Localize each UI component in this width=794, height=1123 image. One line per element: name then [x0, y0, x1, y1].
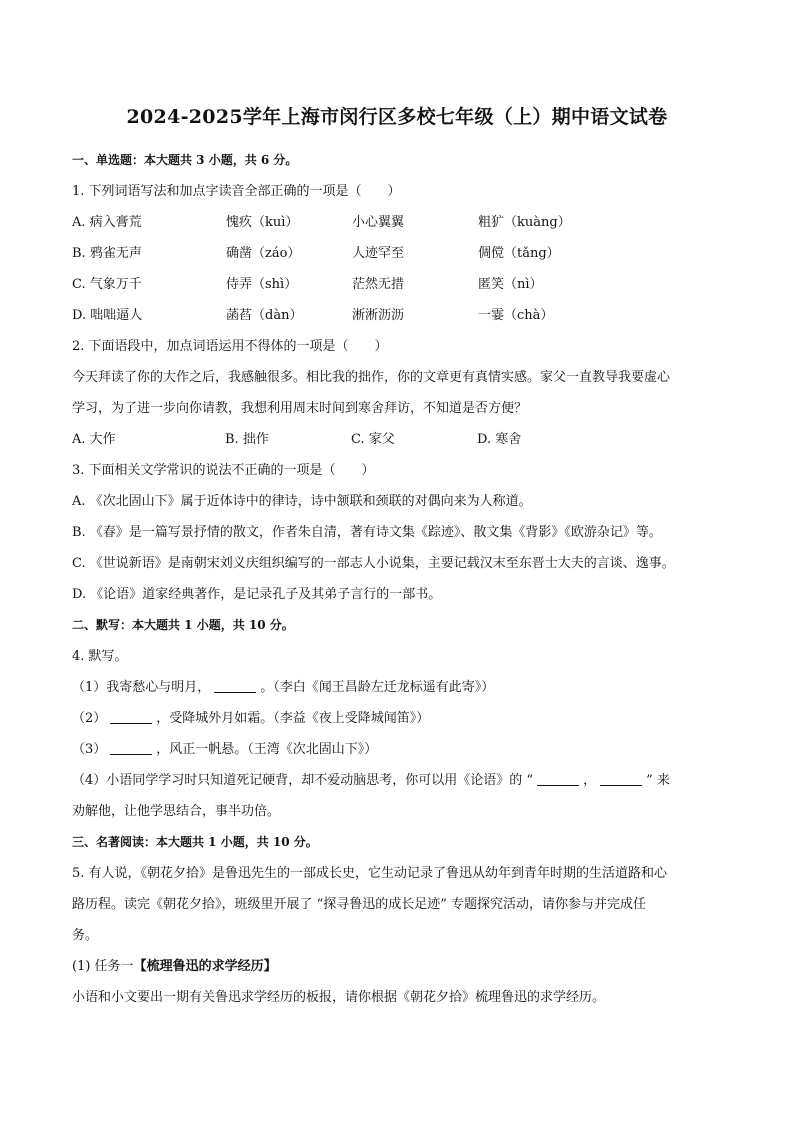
q4-item-1: （1）我寄愁心与明月， 。（李白《闻王昌龄左迁龙标遥有此寄》）: [72, 680, 495, 695]
q1-stem: 1. 下列词语写法和加点字读音全部正确的一项是（ ）: [72, 184, 401, 199]
q5-para-line-2: 路历程。读完《朝花夕拾》，班级里开展了 “探寻鲁迅的成长足迹” 专题探究活动，请你参与并完成任: [72, 897, 647, 912]
answer-blank[interactable]: [110, 709, 152, 724]
section-heading-3: 三、名著阅读：本大题共 1 小题，共 10 分。: [72, 835, 318, 849]
q3-option-a: A. 《次北固山下》属于近体诗中的律诗，诗中颔联和颈联的对偶向来为人称道。: [72, 494, 532, 509]
q1-option-b: B. 鸦雀无声 确凿（záo） 人迹罕至 倜傥（tǎng）: [72, 246, 560, 261]
q4-item-3: （3） ，风正一帆悬。（王湾《次北固山下》）: [72, 742, 378, 757]
q4-item-4: （4）小语同学学习时只知道死记硬背，却不爱动脑思考，你可以用《论语》的 “ ， ” 来: [72, 773, 670, 788]
q1-option-c: C. 气象万千 侍弄（shì） 茫然无措 匿笑（nì）: [72, 277, 543, 292]
q2-passage-line-1: 今天拜读了你的大作之后，我感触很多。相比我的拙作，你的文章更有真情实感。家父一直教导我要虚心: [72, 370, 671, 385]
q5-task-1: (1) 任务一【梳理鲁迅的求学经历】: [72, 959, 277, 974]
q2-stem: 2. 下面语段中，加点词语运用不得体的一项是（ ）: [72, 339, 388, 354]
q4-stem: 4. 默写。: [72, 649, 128, 664]
page-title: 2024-2025学年上海市闵行区多校七年级（上）期中语文试卷: [126, 106, 668, 128]
q5-task-1-instruction: 小语和小文要出一期有关鲁迅求学经历的板报，请你根据《朝花夕拾》梳理鲁迅的求学经历。: [72, 990, 606, 1005]
section-heading-1: 一、单选题：本大题共 3 小题，共 6 分。: [72, 153, 298, 167]
q5-para-line-3: 务。: [72, 928, 99, 943]
answer-blank[interactable]: [110, 740, 152, 755]
q1-option-d: D. 咄咄逼人 菡萏（dàn） 淅淅沥沥 一霎（chà）: [72, 308, 554, 323]
q3-stem: 3. 下面相关文学常识的说法不正确的一项是（ ）: [72, 463, 375, 478]
section-heading-2: 二、默写：本大题共 1 小题，共 10 分。: [72, 618, 294, 632]
q4-item-2: （2） ，受降城外月如霜。（李益《夜上受降城闻笛》）: [72, 711, 430, 726]
q2-option-c: C. 家父: [351, 432, 395, 447]
q1-option-a: A. 病入膏荒 愧疚（kuì） 小心翼翼 粗犷（kuàng）: [72, 215, 571, 230]
q2-option-a: A. 大作: [72, 432, 116, 447]
q4-item-4-continued: 劝解他，让他学思结合，事半功倍。: [72, 804, 281, 819]
q5-para-line-1: 5. 有人说，《朝花夕拾》是鲁迅先生的一部成长史，它生动记录了鲁迅从幼年到青年时期的生活道路和心: [72, 866, 668, 881]
q3-option-c: C. 《世说新语》是南朝宋刘义庆组织编写的一部志人小说集，主要记载汉末至东晋士大夫的言谈、逸事。: [72, 556, 675, 571]
answer-blank[interactable]: [537, 771, 579, 786]
answer-blank[interactable]: [600, 771, 642, 786]
answer-blank[interactable]: [214, 678, 256, 693]
q2-options: [72, 424, 722, 455]
q2-passage-line-2: 学习，为了进一步向你请教，我想利用周末时间到寒舍拜访，不知道是否方便？: [72, 401, 528, 416]
q2-option-d: D. 寒舍: [477, 432, 522, 447]
q3-option-d: D. 《论语》道家经典著作，是记录孔子及其弟子言行的一部书。: [72, 587, 442, 602]
q2-option-b: B. 拙作: [225, 432, 269, 447]
q3-option-b: B. 《春》是一篇写景抒情的散文，作者朱自清，著有诗文集《踪迹》、散文集《背影》《欧游杂记》等。: [72, 525, 662, 540]
